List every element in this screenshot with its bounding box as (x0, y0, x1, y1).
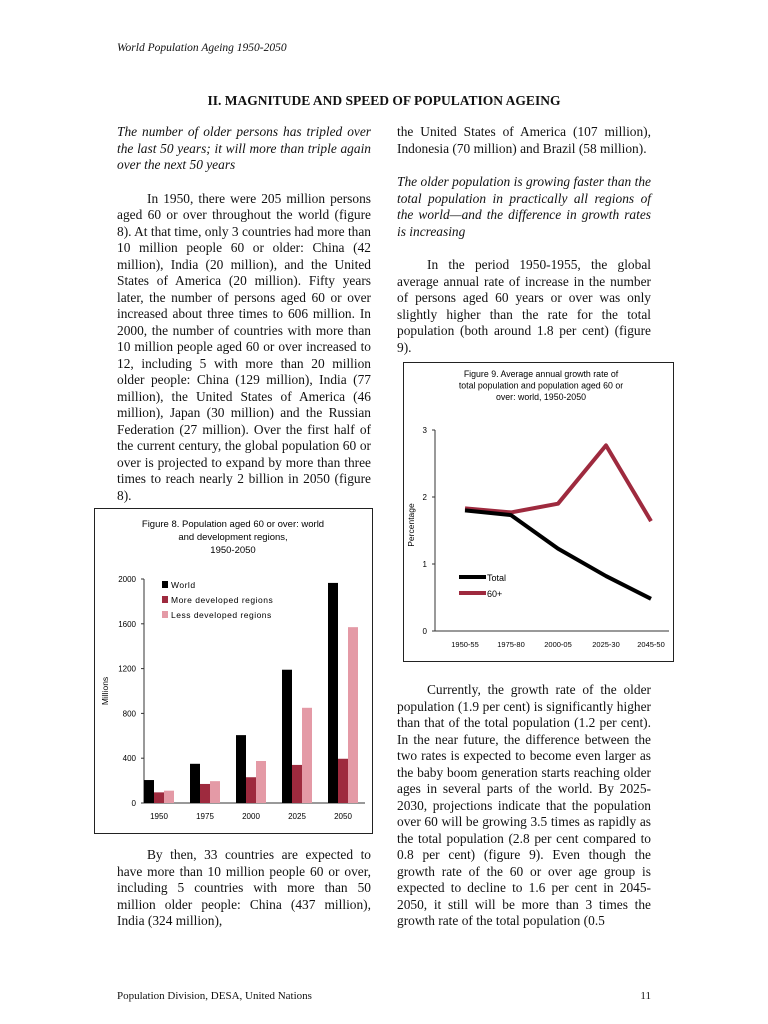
chart-title: 1950-2050 (210, 545, 256, 556)
chart-title: Figure 8. Population aged 60 or over: world (141, 519, 325, 530)
bar-more-developed-regions (200, 784, 210, 803)
right-paragraph-0: the United States of America (107 million), Indonesia (70 million) and Brazil (58 million). (397, 124, 651, 156)
bar-world (328, 583, 338, 803)
page-number: 11 (640, 990, 651, 1002)
bar-world (144, 780, 154, 803)
y-tick-label: 0 (422, 627, 427, 636)
bar-less-developed-regions (210, 781, 220, 803)
right-paragraph-1: In the period 1950-1955, the global average annual rate of increase in the number of persons aged 60 years or over was only slightly higher than the rate for the total population (both around 1.8 per cent) (figure 9). (397, 257, 651, 355)
chart-title: over: world, 1950-2050 (496, 392, 586, 402)
bar-less-developed-regions (256, 761, 266, 803)
footer-source: Population Division, DESA, United Nations (117, 990, 312, 1002)
legend-label: Total (487, 573, 507, 583)
x-tick-label: 2050 (334, 812, 352, 821)
y-tick-label: 0 (131, 799, 136, 808)
bar-world (190, 764, 200, 803)
bar-more-developed-regions (154, 792, 164, 803)
y-axis-label: Percentage (406, 503, 416, 547)
y-tick-label: 3 (422, 426, 427, 435)
legend-label: More developed regions (171, 595, 274, 605)
y-tick-label: 2 (422, 493, 427, 502)
section-title: II. MAGNITUDE AND SPEED OF POPULATION AGEING (207, 93, 561, 108)
series-line-total (465, 510, 651, 598)
y-tick-label: 400 (122, 754, 136, 764)
legend-swatch (162, 596, 168, 603)
left-paragraph-2: By then, 33 countries are expected to have more than 10 million people 60 or over, including 5 countries with more than 50 million older people: China (437 million), India (324 million), (117, 847, 371, 928)
bar-more-developed-regions (246, 777, 256, 803)
x-tick-label: 2045-50 (637, 640, 665, 649)
legend-label: 60+ (487, 589, 503, 599)
right-column-top (397, 124, 651, 356)
series-line-60+ (465, 445, 651, 521)
left-paragraph-1: In 1950, there were 205 million persons aged 60 or over throughout the world (figure 8). At that time, only 3 countries had more than 10 million people 60 or older: China (42 million), India (20 million), and the United States of America (20 million). Fifty years later, the number of persons aged 60 or over increased about three times to 606 million. In 2000, the number of countries with more than 10 million people aged 60 or over increased to 12, including 5 with more than 20 million older people: China (129 million), India (77 million), the United States of America (46 million), Japan (30 million) and the Russian Federation (27 million). Over the first half of the current century, the global population 60 or over is projected to expand by more than three times to reach nearly 2 billion in 2050 (figure 8). (117, 190, 371, 503)
bar-more-developed-regions (338, 759, 348, 803)
figure-9 (403, 362, 674, 662)
x-tick-label: 1950 (150, 812, 168, 821)
y-tick-label: 2000 (118, 575, 136, 584)
chart-title: total population and population aged 60 or (458, 380, 624, 391)
x-tick-label: 2025 (288, 812, 306, 821)
right-heading: The older population is growing faster than the total population in practically all regions of the world—and the difference in growth rates is increasing (397, 174, 651, 239)
bar-less-developed-regions (164, 791, 174, 803)
x-tick-label: 2025-30 (592, 640, 620, 649)
x-tick-label: 2000 (242, 812, 260, 821)
y-axis-label: Millions (100, 676, 110, 706)
y-tick-label: 800 (122, 709, 136, 719)
y-tick-label: 1 (422, 560, 427, 569)
x-tick-label: 2000-05 (544, 640, 572, 649)
running-header: World Population Ageing 1950-2050 (117, 42, 287, 54)
y-tick-label: 1200 (118, 664, 136, 674)
legend-swatch (162, 581, 168, 588)
bar-less-developed-regions (348, 627, 358, 803)
chart-title: and development regions, (178, 532, 288, 543)
bar-world (282, 670, 292, 803)
legend-swatch (162, 611, 168, 618)
chart-title: Figure 9. Average annual growth rate of (463, 369, 619, 379)
y-tick-label: 1600 (118, 619, 136, 629)
x-tick-label: 1950-55 (451, 640, 479, 649)
bar-more-developed-regions (292, 765, 302, 803)
left-column-bottom (117, 847, 371, 930)
left-column-top (117, 124, 371, 504)
figure-8 (94, 508, 373, 834)
legend-label: Less developed regions (171, 610, 272, 620)
bar-less-developed-regions (302, 708, 312, 803)
right-paragraph-2: Currently, the growth rate of the older population (1.9 per cent) is significantly higher than that of the total population (1.2 per cent). In the near future, the difference between the two rates is expected to become even larger as the baby boom generation starts reaching older ages in several parts of the world. By 2025-2030, projections indicate that the population over 60 will be growing 3.5 times as rapidly as the total population (2.8 per cent compared to 0.8 per cent) (figure 9). Even though the growth rate of the 60 or over age group is expected to decline to 1.6 per cent in 2045-2050, it still will be more than 3 times the growth rate of the total population (0.5 (397, 682, 651, 928)
x-tick-label: 1975-80 (497, 640, 525, 649)
left-heading: The number of older persons has tripled over the last 50 years; it will more than triple again over the next 50 years (117, 124, 371, 172)
x-tick-label: 1975 (196, 812, 214, 821)
legend-label: World (171, 580, 196, 590)
bar-world (236, 735, 246, 803)
right-column-bottom (397, 682, 651, 930)
